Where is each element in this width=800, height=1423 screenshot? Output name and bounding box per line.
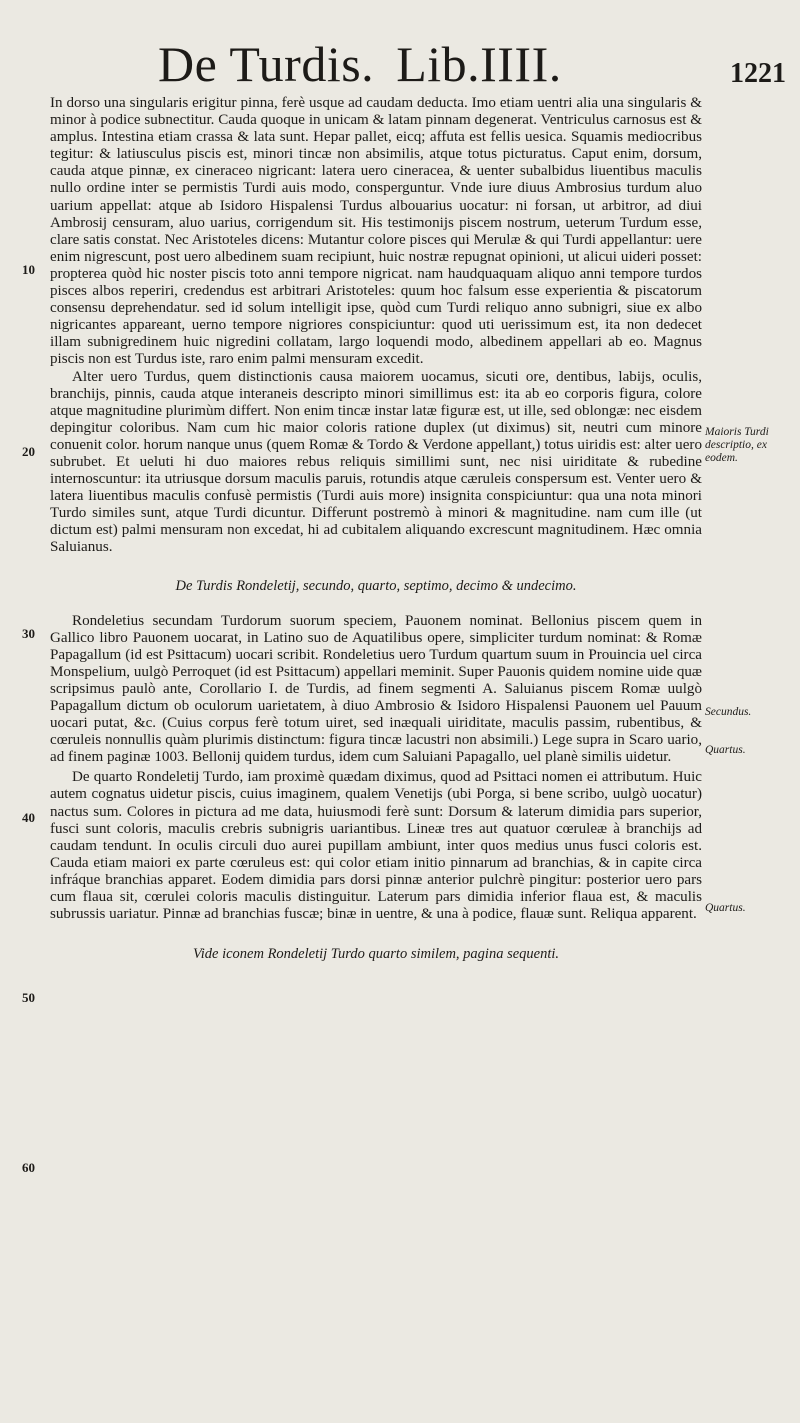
line-number: 10 [22, 262, 35, 277]
paragraph-rondeletius: Rondeletius secundam Turdorum suorum speciem, Pauonem nominat. Bellonius piscem quem in Gallico libro Pauonem uocarat, in Latino suo de Aquatilibus opere, simpliciter turdum nominat: & Romæ Papagallum (id est Psittacum) uocari scribit. Rondeletius uero Turdum quartum suum in Prouincia uel circa Monspelium, uulgò Perroquet (id est Psittacum) appellari meminit. Super Pauonis quidem nomine uide quæ scripsimus paulò ante, Corollario I. de Turdis, ad finem segmenti A. Saluianus piscem Romæ uulgò Papagallum dictum ob oculorum uarietatem, à diuo Ambrosio & Isidoro Hispalensi Pauonem uel Pauum uocari putat, &c. (Cuius corpus ferè totum uiret, sed inæquali uiriditate, maculis passim, rubentibus, & cœruleis nonnullis quàm plurimis distinctum: figura tincæ lacustri non absimili.) Lege supra in Scaro uario, ad finem paginæ 1003. Bellonij quidem turdus, idem cum Saluiani Papagallo, uel planè similis uidetur. [50, 612, 702, 766]
figure-reference-note: Vide iconem Rondeletij Turdo quarto similem, pagina sequenti. [192, 946, 560, 963]
running-title-book: Lib.IIII. [396, 36, 562, 92]
running-title [158, 34, 562, 94]
page-header [0, 34, 800, 94]
line-number: 30 [22, 626, 35, 641]
main-text-column [50, 95, 702, 963]
page-number: 1221 [730, 58, 786, 89]
paragraph-turdus-maior: Alter uero Turdus, quem distinctionis causa maiorem uocamus, sicuti ore, dentibus, labijs, oculis, branchijs, pinnis, cauda atque interaneis descripto minori simillimus est: ita ab eo corporis figura, colore atque magnitudine plurimùm differt. Non enim tincæ instar latæ figuræ est, ut ille, sed oblongæ: nec eisdem depingitur coloribus. Nam cum hic maior coloris ratione duplex (ut diximus) sit, neutri cum minore conuenit color. horum nanque unus (quem Romæ & Tordo & Verdone appellant,) totus uiridis est: alter uero subrubet. Et ueluti hi duo maiores rebus reliquis simillimi sunt, nec nisi uiriditate & rubedine internoscuntur: ita utriusque dorsum maculis paruis, rotundis atque cæruleis conspersum est. Venter uero & latera liuentibus maculis confusè permistis (Turdi auis more) insignita conspiciuntur: qua una nota minori Turdo similes sunt, atque Turdi dicuntur. Differunt postremò à minori & magnitudine. nam cum ille (ut dictum est) palmi mensuram non excedat, hi ad cubitalem aliquando excrescunt magnitudinem. Hæc omnia Saluianus. [50, 368, 702, 556]
running-title-subject: De Turdis. [158, 36, 375, 92]
line-number: 20 [22, 444, 35, 459]
margin-note-secundus: Secundus. [705, 706, 752, 718]
section-heading: De Turdis Rondeletij, secundo, quarto, septimo, decimo & undecimo. [175, 577, 577, 594]
margin-note-maioris: Maioris Turdi descriptio, ex eodem. [705, 426, 769, 464]
line-number: 50 [22, 990, 35, 1005]
line-number: 40 [22, 810, 35, 825]
paragraph-quartus: De quarto Rondeletij Turdo, iam proximè quædam diximus, quod ad Psittaci nomen ei attributum. Huic autem cognatus uidetur piscis, cuius imaginem, qualem Venetijs (ubi Porga, si bene scribo, uulgò uocatur) nactus sum. Colores in pictura ad me data, huiusmodi ferè sunt: Dorsum & laterum dimidia pars superior, fusci sunt coloris, maculis crebris subnigris uariantibus. Lineæ tres aut quatuor cœruleæ à branchijs ad caudam tendunt. In oculis circuli duo aurei pupillam ambiunt, inter quos medius unus fusci coloris est. Cauda etiam maiori ex parte cœruleus est: qui color etiam initio pinnarum ad branchias, & in capite circa infráque branchias apparet. Eodem dimidia pars dorsi pinnæ anterior pulchrè pingitur: posterior uero pars cum flaua sit, cœrulei coloris maculis distinguitur. Laterum pars dimidia inferior flaua est, & maculis subrussis uariatur. Pinnæ ad branchias fuscæ; binæ in uentre, & una à podice, flauæ sunt. Reliqua apparent. [50, 769, 702, 923]
line-number: 60 [22, 1160, 35, 1175]
paragraph-turdus-minor: In dorso una singularis erigitur pinna, ferè usque ad caudam deducta. Imo etiam uentri alia una singularis & minor à podice subnectitur. Cauda quoque in unicam & latam pinnam degenerat. Ventriculus carnosus est & amplus. Intestina etiam crassa & lata sunt. Hepar pallet, eicq; affuta est fellis uesica. Squamis mediocribus tegitur: & latiusculus piscis est, minori tincæ non absimilis, atque totus picturatus. Caput enim, dorsum, cauda atque pinnæ, ex cineraceo nigricant: latera uero cineracea, & uenter subalbidus liuentibus maculis nullo ordine inter se permistis Turdi auis modo, consperguntur. Vnde iure diuus Ambrosius turdum aluo uarium appellat: atque ab Isidoro Hispalensi Turdus albouarius uocatur: ni forsan, ut arbitror, ad diui Ambrosij censuram, aluo uarius, corrigendum sit. His testimonijs piscem nostrum, ueterum Turdum esse, clare satis constat. Nec Aristoteles dicens: Mutantur colore pisces qui Merulæ & qui Turdi appellantur: uere enim nigrescunt, post uero albedinem suam recipiunt, huic nostræ repugnat opinioni, ut alicui uideri posset: propterea quòd hic noster piscis toto anni tempore nigricat. nam haudquaquam aliquo anni tempore turdos pisces albos reperiri, credendus est arbitrari Aristoteles: quum hoc falsum esse experientia & piscatorum consensu deprehendatur. sed id solum intelligit ipse, quòd cum Turdi reliquo anno subnigri, siue ex albo nigricantes appareant, uerno tempore nigriores conspiciuntur: quod uti uerissimum est, ita non dedecet illam subnigredinem huic nigredini collatam, largo loquendi modo, albedinem appellari ab eo. Magnus piscis non est Turdus iste, raro enim palmi mensuram excedit. [50, 95, 702, 368]
margin-note-quartus: Quartus. [705, 902, 746, 914]
margin-note-quartus: Quartus. [705, 744, 746, 756]
